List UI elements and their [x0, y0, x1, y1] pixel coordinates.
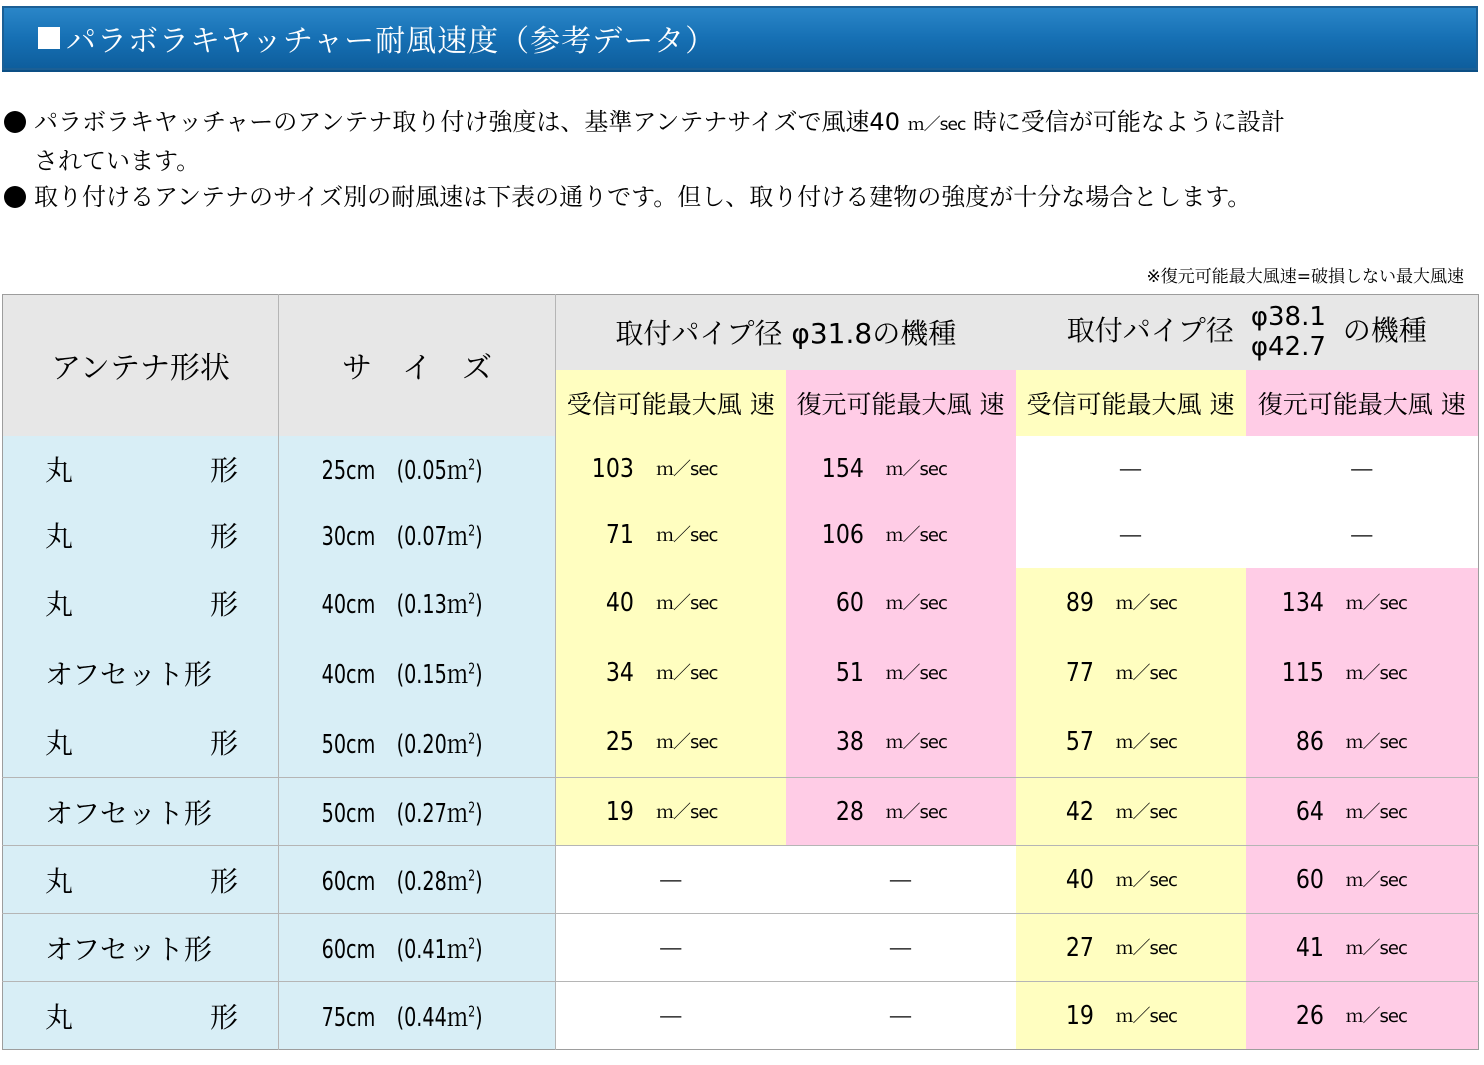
wind-speed-value: 57 [1065, 727, 1094, 758]
unit-label: ｍ／sec [1345, 801, 1407, 823]
wind-speed-value: 26 [1295, 1000, 1324, 1031]
cell-restore-31: － [786, 914, 1016, 982]
cell-receive-31: － [556, 982, 786, 1050]
cell-shape [3, 846, 279, 914]
size-text: 40cm (0.13ｍ [321, 590, 469, 620]
cell-size [279, 914, 556, 982]
cell-shape [3, 502, 279, 568]
phi-42: φ42.7 [1250, 332, 1326, 363]
header-pipe-38-42 [1016, 295, 1479, 370]
size-superscript: 2 [468, 589, 476, 608]
unit-label: ｍ／sec [1345, 592, 1407, 614]
cell-receive-38 [1016, 846, 1246, 914]
size-close: ) [475, 867, 483, 897]
shape-suffix: 形 [209, 587, 238, 621]
cell-restore-38: － [1246, 436, 1479, 502]
size-close: ) [475, 799, 483, 829]
intro-line-2: されています。 [34, 147, 201, 175]
cell-restore-38 [1246, 778, 1479, 846]
table-row [3, 778, 1479, 846]
intro-bullet-1 [0, 104, 1484, 143]
shape-label: オフセット形 [45, 796, 212, 830]
size-text: 40cm (0.15ｍ [321, 660, 469, 690]
size-close: ) [475, 522, 483, 552]
cell-restore-31: － [786, 846, 1016, 914]
shape-label: 丸 [45, 864, 74, 898]
cell-receive-38 [1016, 778, 1246, 846]
cell-receive-38 [1016, 568, 1246, 638]
wind-speed-value: 60 [1295, 864, 1324, 895]
shape-suffix: 形 [209, 727, 238, 761]
wind-speed-value: 19 [605, 796, 634, 827]
unit-label: ｍ／sec [656, 458, 718, 480]
cell-receive-38 [1016, 708, 1246, 778]
cell-restore-31 [786, 638, 1016, 708]
size-text: 75cm (0.44ｍ [321, 1003, 469, 1033]
unit-label: ｍ／sec [1115, 732, 1177, 754]
size-text: 30cm (0.07ｍ [321, 522, 469, 552]
wind-speed-value: 103 [591, 453, 634, 484]
cell-shape [3, 638, 279, 708]
unit-label: ｍ／sec [656, 524, 718, 546]
size-superscript: 2 [468, 659, 476, 678]
intro-unit: ｍ／sec [907, 115, 966, 135]
size-close: ) [475, 1003, 483, 1033]
unit-label: ｍ／sec [885, 662, 947, 684]
wind-speed-value: 60 [835, 587, 864, 618]
shape-suffix: 形 [209, 519, 238, 553]
cell-shape [3, 568, 279, 638]
unit-label: ｍ／sec [656, 732, 718, 754]
wind-speed-value: 40 [1065, 864, 1094, 895]
size-superscript: 2 [468, 798, 476, 817]
cell-receive-31 [556, 436, 786, 502]
wind-speed-value: 154 [821, 453, 864, 484]
wind-speed-value: 71 [605, 519, 634, 550]
shape-label: 丸 [45, 519, 74, 553]
wind-speed-value: 77 [1065, 657, 1094, 688]
size-text: 60cm (0.41ｍ [321, 935, 469, 965]
cell-receive-38 [1016, 914, 1246, 982]
unit-label: ｍ／sec [1345, 1005, 1407, 1027]
cell-restore-38: － [1246, 502, 1479, 568]
wind-speed-value: 86 [1295, 727, 1324, 758]
unit-label: ｍ／sec [885, 592, 947, 614]
wind-speed-value: 64 [1295, 796, 1324, 827]
unit-label: ｍ／sec [656, 592, 718, 614]
table-row [3, 436, 1479, 502]
unit-label: ｍ／sec [1345, 732, 1407, 754]
shape-suffix: 形 [209, 1000, 238, 1034]
cell-receive-31: － [556, 914, 786, 982]
subheader-receive-1: 受信可能最大風 速 [556, 370, 786, 436]
subheader-receive-2: 受信可能最大風 速 [1016, 370, 1246, 436]
wind-speed-value: 42 [1065, 796, 1094, 827]
cell-receive-38 [1016, 638, 1246, 708]
wind-speed-value: 134 [1281, 587, 1324, 618]
cell-size [279, 846, 556, 914]
intro-line-1: パラボラキヤッチャーのアンテナ取り付け強度は、基準アンテナサイズで風速40 [34, 108, 900, 136]
table-row [3, 568, 1479, 638]
wind-speed-value: 19 [1065, 1000, 1094, 1031]
cell-restore-31 [786, 502, 1016, 568]
size-close: ) [475, 729, 483, 760]
unit-label: ｍ／sec [1115, 937, 1177, 959]
size-superscript: 2 [468, 934, 476, 953]
cell-size [279, 502, 556, 568]
unit-label: ｍ／sec [1115, 1005, 1177, 1027]
subheader-restore-2: 復元可能最大風 速 [1246, 370, 1479, 436]
size-close: ) [475, 456, 483, 486]
page-title: パラボラキヤッチャー耐風速度（参考データ） [66, 24, 717, 59]
size-text: 50cm (0.20ｍ [321, 729, 469, 760]
unit-label: ｍ／sec [1345, 937, 1407, 959]
wind-speed-value: 28 [835, 796, 864, 827]
size-text: 60cm (0.28ｍ [321, 867, 469, 897]
cell-receive-38 [1016, 982, 1246, 1050]
cell-receive-31 [556, 502, 786, 568]
cell-restore-31: － [786, 982, 1016, 1050]
cell-restore-38 [1246, 568, 1479, 638]
unit-label: ｍ／sec [1115, 869, 1177, 891]
cell-restore-31 [786, 568, 1016, 638]
subheader-restore-1: 復元可能最大風 速 [786, 370, 1016, 436]
wind-speed-value: 41 [1295, 932, 1324, 963]
wind-speed-value: 89 [1065, 587, 1094, 618]
title-bar [2, 6, 1478, 70]
unit-label: ｍ／sec [1115, 592, 1177, 614]
table-row [3, 914, 1479, 982]
size-close: ) [475, 935, 483, 965]
phi-stack [1251, 302, 1326, 362]
cell-restore-38 [1246, 708, 1479, 778]
cell-restore-31 [786, 778, 1016, 846]
unit-label: ｍ／sec [656, 662, 718, 684]
header-pipe-suffix: の機種 [1342, 314, 1427, 348]
header-size: サ イ ズ [279, 295, 556, 436]
table-row [3, 708, 1479, 778]
table-row [3, 982, 1479, 1050]
cell-shape [3, 982, 279, 1050]
shape-label: オフセット形 [45, 657, 212, 691]
wind-speed-table [2, 294, 1479, 1050]
cell-size [279, 982, 556, 1050]
size-superscript: 2 [468, 729, 476, 748]
cell-receive-31: － [556, 846, 786, 914]
shape-suffix: 形 [209, 453, 238, 487]
header-pipe-31: 取付パイプ径 φ31.8の機種 [556, 295, 1016, 370]
square-icon [38, 27, 60, 49]
unit-label: ｍ／sec [885, 801, 947, 823]
cell-shape [3, 778, 279, 846]
cell-shape [3, 914, 279, 982]
table-row [3, 502, 1479, 568]
wind-speed-value: 51 [835, 657, 864, 688]
wind-speed-value: 34 [605, 657, 634, 688]
cell-size [279, 568, 556, 638]
table-body [3, 436, 1479, 1050]
unit-label: ｍ／sec [885, 732, 947, 754]
wind-speed-value: 25 [605, 727, 634, 758]
intro-line-1-end: 時に受信が可能なように設計 [972, 108, 1285, 136]
cell-restore-31 [786, 436, 1016, 502]
size-text: 50cm (0.27ｍ [321, 799, 469, 829]
cell-size [279, 638, 556, 708]
cell-receive-38: － [1016, 502, 1246, 568]
size-close: ) [475, 590, 483, 620]
unit-label: ｍ／sec [885, 458, 947, 480]
header-pipe-prefix: 取付パイプ径 [1066, 314, 1234, 348]
cell-receive-31 [556, 568, 786, 638]
wind-speed-value: 38 [835, 727, 864, 758]
cell-receive-31 [556, 638, 786, 708]
wind-speed-value: 40 [605, 587, 634, 618]
table-row [3, 638, 1479, 708]
unit-label: ｍ／sec [1115, 662, 1177, 684]
unit-label: ｍ／sec [1345, 662, 1407, 684]
wind-speed-value: 115 [1281, 657, 1324, 688]
unit-label: ｍ／sec [885, 524, 947, 546]
intro-line-3: 取り付けるアンテナのサイズ別の耐風速は下表の通りです。但し、取り付ける建物の強度が十分な場合とします。 [34, 183, 1252, 211]
unit-label: ｍ／sec [1115, 801, 1177, 823]
cell-size [279, 708, 556, 778]
shape-label: 丸 [45, 587, 74, 621]
size-close: ) [475, 660, 483, 690]
note: ※復元可能最大風速=破損しない最大風速 [1146, 267, 1464, 287]
unit-label: ｍ／sec [656, 801, 718, 823]
shape-label: オフセット形 [45, 932, 212, 966]
size-superscript: 2 [468, 866, 476, 885]
cell-restore-38 [1246, 846, 1479, 914]
shape-label: 丸 [45, 453, 74, 487]
cell-size [279, 778, 556, 846]
phi-38: φ38.1 [1250, 302, 1326, 333]
cell-receive-31 [556, 708, 786, 778]
size-superscript: 2 [468, 455, 476, 474]
intro [0, 104, 1484, 215]
cell-receive-38: － [1016, 436, 1246, 502]
cell-restore-38 [1246, 638, 1479, 708]
cell-shape [3, 708, 279, 778]
cell-restore-38 [1246, 982, 1479, 1050]
intro-bullet-2 [0, 179, 1484, 215]
cell-shape [3, 436, 279, 502]
cell-size [279, 436, 556, 502]
shape-label: 丸 [45, 727, 74, 761]
size-text: 25cm (0.05ｍ [321, 456, 469, 486]
bullet-icon [4, 186, 26, 208]
size-superscript: 2 [468, 521, 476, 540]
header-shape: アンテナ形状 [3, 295, 279, 436]
shape-suffix: 形 [209, 864, 238, 898]
unit-label: ｍ／sec [1345, 869, 1407, 891]
cell-restore-31 [786, 708, 1016, 778]
bullet-icon [4, 111, 26, 133]
shape-label: 丸 [45, 1000, 74, 1034]
size-superscript: 2 [468, 1002, 476, 1021]
wind-speed-value: 27 [1065, 932, 1094, 963]
wind-speed-value: 106 [821, 519, 864, 550]
cell-restore-38 [1246, 914, 1479, 982]
cell-receive-31 [556, 778, 786, 846]
table-row [3, 846, 1479, 914]
